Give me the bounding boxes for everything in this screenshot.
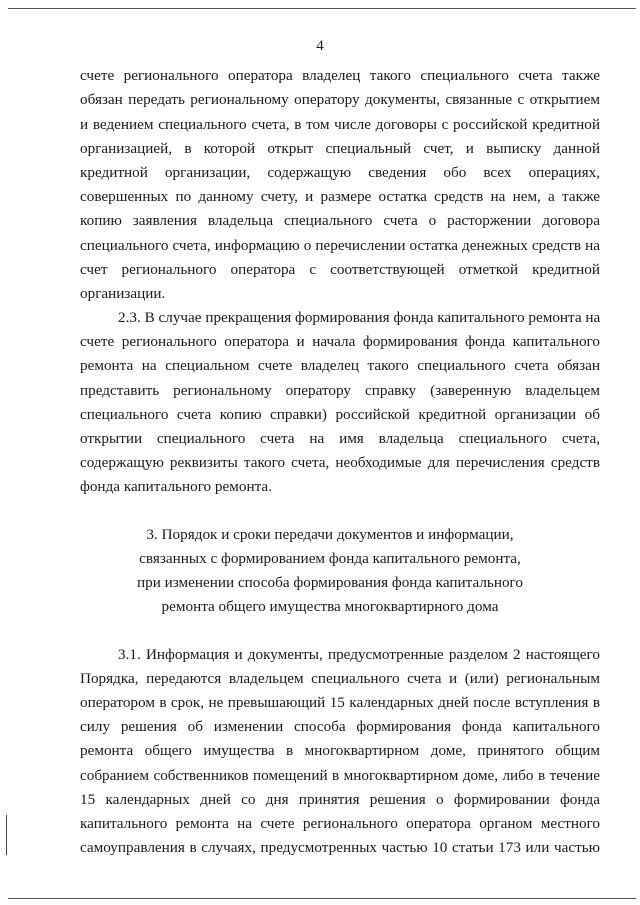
paragraph-line: содержащую реквизиты такого счета, необходимые для перечисления средств bbox=[80, 454, 600, 471]
section-heading-line: 3. Порядок и сроки передачи документов и информации, bbox=[146, 526, 514, 543]
paragraph-line: 3.1. Информация и документы, предусмотренные разделом 2 настоящего bbox=[118, 646, 600, 663]
paragraph-line: ремонта общего имущества в многоквартирном доме, принятого общим bbox=[80, 742, 600, 759]
section-heading-line: связанных с формированием фонда капитального ремонта, bbox=[139, 550, 521, 567]
paragraph-line: кредитной организации, содержащую сведения обо всех операциях, bbox=[80, 164, 600, 181]
paragraph-line: специального счета копию справки) российской кредитной организации об bbox=[80, 406, 600, 423]
paragraph-line: счет регионального оператора с соответствующей отметкой кредитной bbox=[80, 261, 600, 278]
top-border-line bbox=[8, 8, 636, 9]
section-heading-line: ремонта общего имущества многоквартирного дома bbox=[161, 598, 499, 615]
paragraph-line: 15 календарных дней со дня принятия решения о формировании фонда bbox=[80, 791, 600, 808]
page-number: 4 bbox=[316, 38, 324, 54]
paragraph-line: открытии специального счета на имя владельца специального счета, bbox=[80, 430, 600, 447]
paragraph-line: самоуправления в случаях, предусмотренных частью 10 статьи 173 или частью bbox=[80, 839, 600, 856]
paragraph-line: организации. bbox=[80, 285, 166, 302]
paragraph-line: счете регионального оператора и начала формирования фонда капитального bbox=[80, 333, 600, 350]
bottom-border-line bbox=[8, 898, 636, 899]
paragraph-line: оператором в срок, не превышающий 15 календарных дней после вступления в bbox=[80, 694, 600, 711]
section-heading-line: при изменении способа формирования фонда капитального bbox=[136, 574, 523, 591]
paragraph-line: капитального ремонта на счете регионального оператора органом местного bbox=[80, 815, 600, 832]
paragraph-line: фонда капитального ремонта. bbox=[80, 478, 272, 495]
paragraph-line: собранием собственников помещений в многоквартирном доме, либо в течение bbox=[80, 767, 600, 784]
paragraph-line: представить региональному оператору справку (заверенную владельцем bbox=[80, 382, 600, 399]
paragraph-line: ремонта на специальном счете владелец такого специального счета обязан bbox=[80, 357, 600, 374]
paragraph-line: специального счета, информацию о перечислении остатка денежных средств на bbox=[80, 237, 600, 254]
paragraph-line: и ведением специального счета, в том числе договоры с российской кредитной bbox=[80, 116, 600, 133]
paragraph-line: счете регионального оператора владелец такого специального счета также bbox=[80, 67, 600, 84]
paragraph-line: обязан передать региональному оператору документы, связанные с открытием bbox=[80, 91, 600, 108]
paragraph-line: совершенных по данному счету, и размере остатка средств на нем, а также bbox=[80, 188, 600, 205]
paragraph-line: организацией, в которой открыт специальный счет, и выписку данной bbox=[80, 140, 600, 157]
paragraph-line: копию заявления владельца специального счета о расторжении договора bbox=[80, 212, 600, 229]
paragraph-line: 2.3. В случае прекращения формирования фонда капитального ремонта на bbox=[118, 309, 601, 326]
scan-edge-mark bbox=[6, 815, 7, 855]
paragraph-line: Порядка, передаются владельцем специального счета и (или) региональным bbox=[80, 670, 600, 687]
paragraph-line: силу решения об изменении способа формирования фонда капитального bbox=[80, 718, 600, 735]
